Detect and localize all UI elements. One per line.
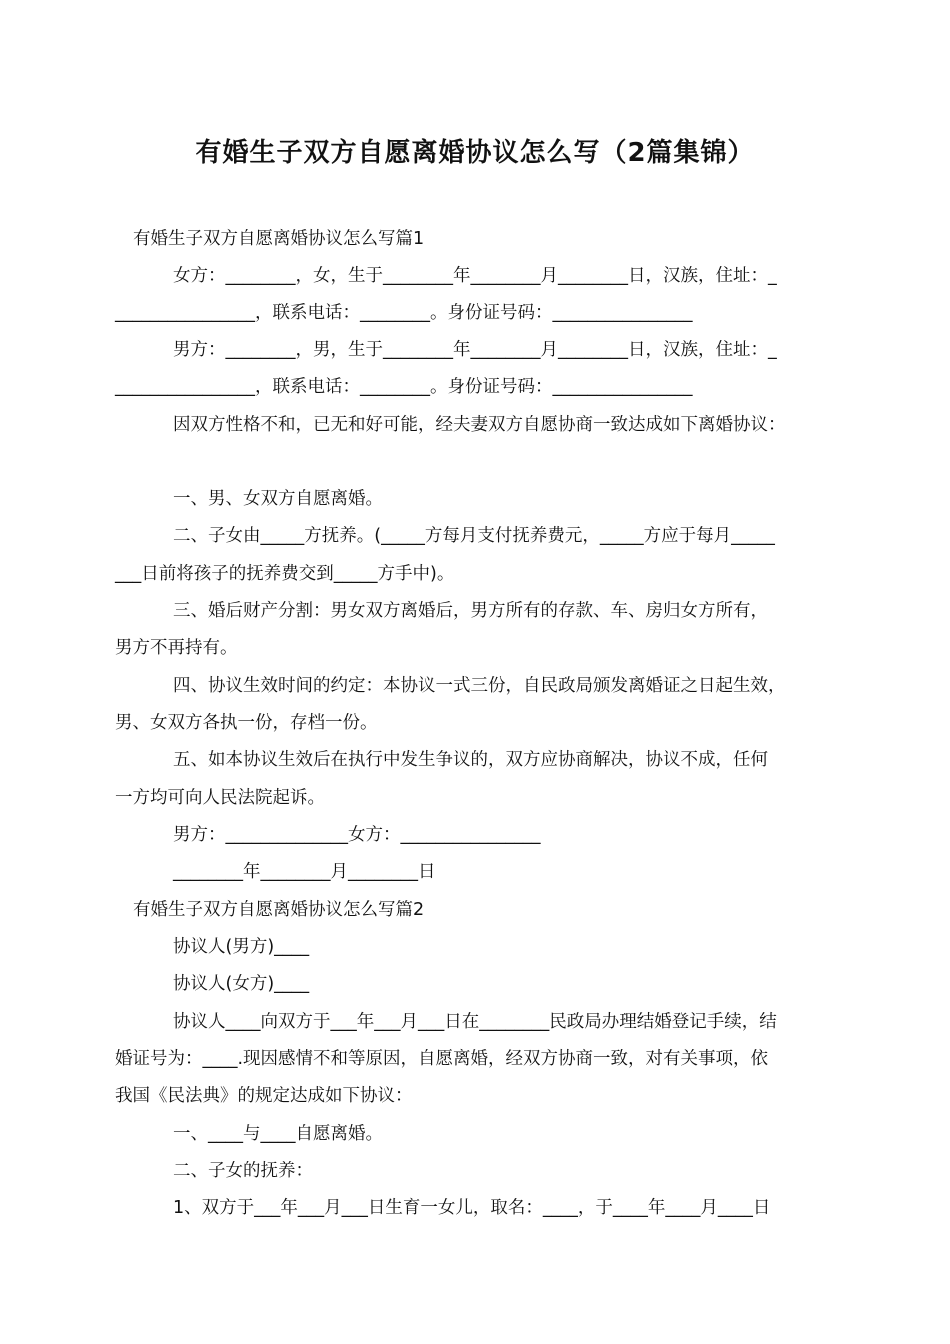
document-title: 有婚生子双方自愿离婚协议怎么写（2篇集锦） <box>195 138 755 168</box>
paragraph-line: 男方：________，男，生于________年________月________日，汉族，住址：_ <box>173 340 777 360</box>
clause-line: 三、婚后财产分割：男女双方离婚后，男方所有的存款、车、房归女方所有， <box>173 601 768 621</box>
paragraph-line: 因双方性格不和，已无和好可能，经夫妻双方自愿协商一致达成如下离婚协议： <box>173 415 786 435</box>
paragraph-line: 协议人____向双方于___年___月___日在________民政局办理结婚登记手续，结 <box>173 1012 777 1032</box>
paragraph-line: ________________，联系电话：________。身份证号码：________________ <box>115 303 693 323</box>
party-line: 协议人(女方)____ <box>173 974 310 994</box>
paragraph-line: 我国《民法典》的规定达成如下协议： <box>115 1086 413 1106</box>
signature-line: 男方：______________女方：________________ <box>173 825 541 845</box>
clause-line: 四、协议生效时间的约定：本协议一式三份，自民政局颁发离婚证之日起生效， <box>173 676 786 696</box>
paragraph-line: 婚证号为：____.现因感情不和等原因，自愿离婚，经双方协商一致，对有关事项，依 <box>115 1049 769 1069</box>
clause-line: 一方均可向人民法院起诉。 <box>115 788 325 808</box>
paragraph-line: ________________，联系电话：________。身份证号码：________________ <box>115 377 693 397</box>
clause-line: ___日前将孩子的抚养费交到_____方手中)。 <box>115 564 455 584</box>
date-line: ________年________月________日 <box>173 862 436 882</box>
party-line: 协议人(男方)____ <box>173 937 310 957</box>
clause-line: 一、男、女双方自愿离婚。 <box>173 489 383 509</box>
paragraph-line: 女方：________，女，生于________年________月________日，汉族，住址：_ <box>173 266 777 286</box>
clause-line: 男方不再持有。 <box>115 638 238 658</box>
clause-line: 二、子女由_____方抚养。(_____方每月支付抚养费元，_____方应于每月_____ <box>173 526 775 546</box>
section-heading-1: 有婚生子双方自愿离婚协议怎么写篇1 <box>133 229 425 249</box>
section-heading-2: 有婚生子双方自愿离婚协议怎么写篇2 <box>133 900 425 920</box>
clause-line: 1、双方于___年___月___日生育一女儿，取名：____，于____年____月____日 <box>173 1198 771 1218</box>
clause-line: 五、如本协议生效后在执行中发生争议的，双方应协商解决，协议不成，任何 <box>173 750 768 770</box>
clause-line: 一、____与____自愿离婚。 <box>173 1124 383 1144</box>
clause-line: 男、女双方各执一份，存档一份。 <box>115 713 378 733</box>
clause-line: 二、子女的抚养： <box>173 1161 313 1181</box>
